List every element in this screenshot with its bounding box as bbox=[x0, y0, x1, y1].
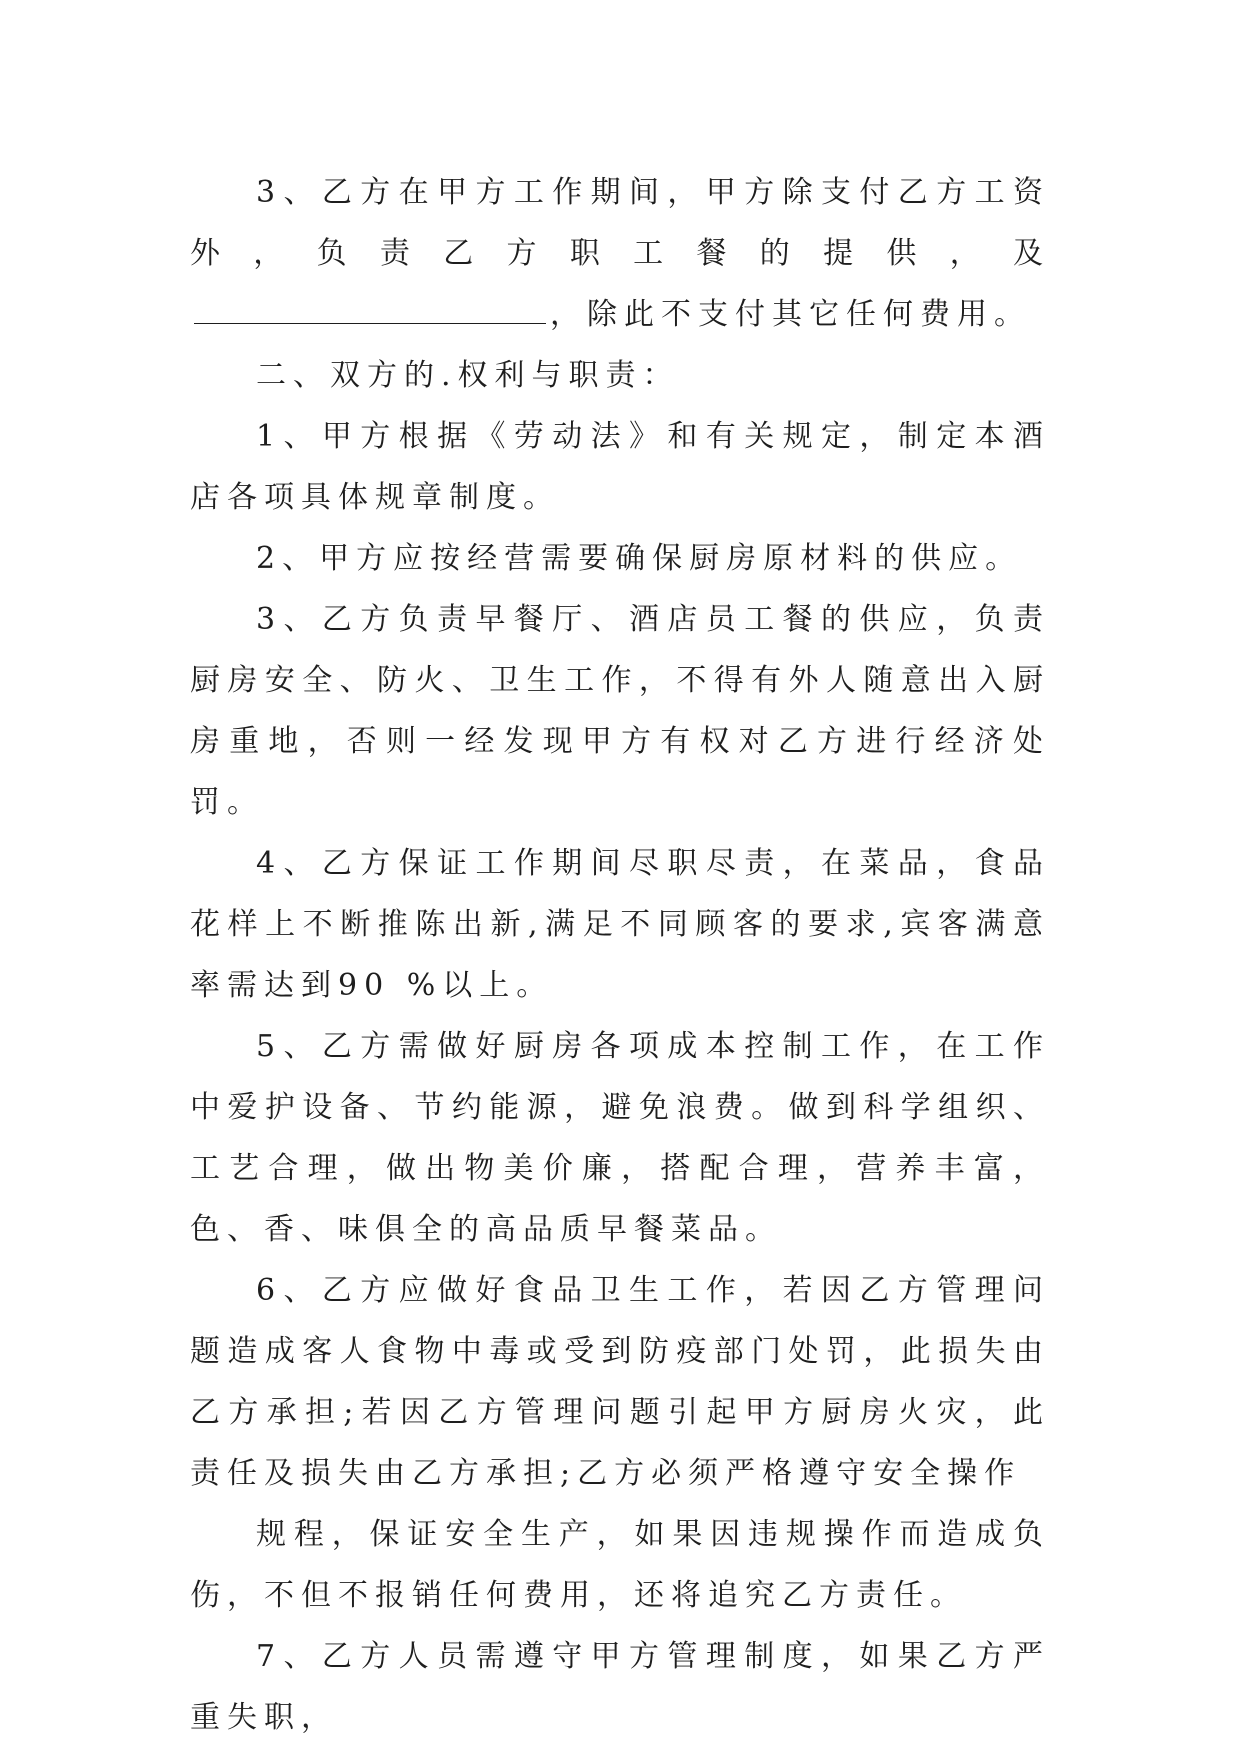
paragraph-clause-5: 5、乙方需做好厨房各项成本控制工作，在工作中爱护设备、节约能源，避免浪费。做到科学组织、工艺合理，做出物美价廉，搭配合理，营养丰富，色、香、味俱全的高品质早餐菜品。 bbox=[190, 1029, 1050, 1247]
fill-in-blank bbox=[194, 295, 546, 324]
paragraph-clause-3: 3、乙方负责早餐厅、酒店员工餐的供应，负责厨房安全、防火、卫生工作，不得有外人随意出入厨房重地，否则一经发现甲方有权对乙方进行经济处罚。 bbox=[190, 602, 1050, 820]
paragraph-clause-7: 7、乙方人员需遵守甲方管理制度，如果乙方严重失职， bbox=[190, 1639, 1050, 1735]
paragraph-clause-6-continued: 规程，保证安全生产，如果因违规操作而造成负伤，不但不报销任何费用，还将追究乙方责任。 bbox=[190, 1517, 1050, 1613]
document-body bbox=[190, 162, 1050, 1748]
section-heading-rights-duties: 二、双方的.权利与职责： bbox=[256, 358, 680, 393]
paragraph-clause-2: 2、甲方应按经营需要确保厨房原材料的供应。 bbox=[256, 541, 1023, 576]
paragraph-clause-3-wages bbox=[190, 162, 1050, 345]
paragraph-text-before-blank: 3、乙方在甲方工作期间，甲方除支付乙方工资外，负责乙方职工餐的提供，及 bbox=[190, 175, 1050, 271]
paragraph-clause-4: 4、乙方保证工作期间尽职尽责，在菜品，食品花样上不断推陈出新,满足不同顾客的要求,宾客满意率需达到90 %以上。 bbox=[190, 846, 1050, 1003]
paragraph-clause-6: 6、乙方应做好食品卫生工作，若因乙方管理问题造成客人食物中毒或受到防疫部门处罚，此损失由乙方承担;若因乙方管理问题引起甲方厨房火灾，此责任及损失由乙方承担;乙方必须严格遵守安全操作 bbox=[190, 1273, 1050, 1491]
paragraph-clause-1: 1、甲方根据《劳动法》和有关规定，制定本酒店各项具体规章制度。 bbox=[190, 419, 1050, 515]
paragraph-text-after-blank: ，除此不支付其它任何费用。 bbox=[550, 297, 1031, 332]
